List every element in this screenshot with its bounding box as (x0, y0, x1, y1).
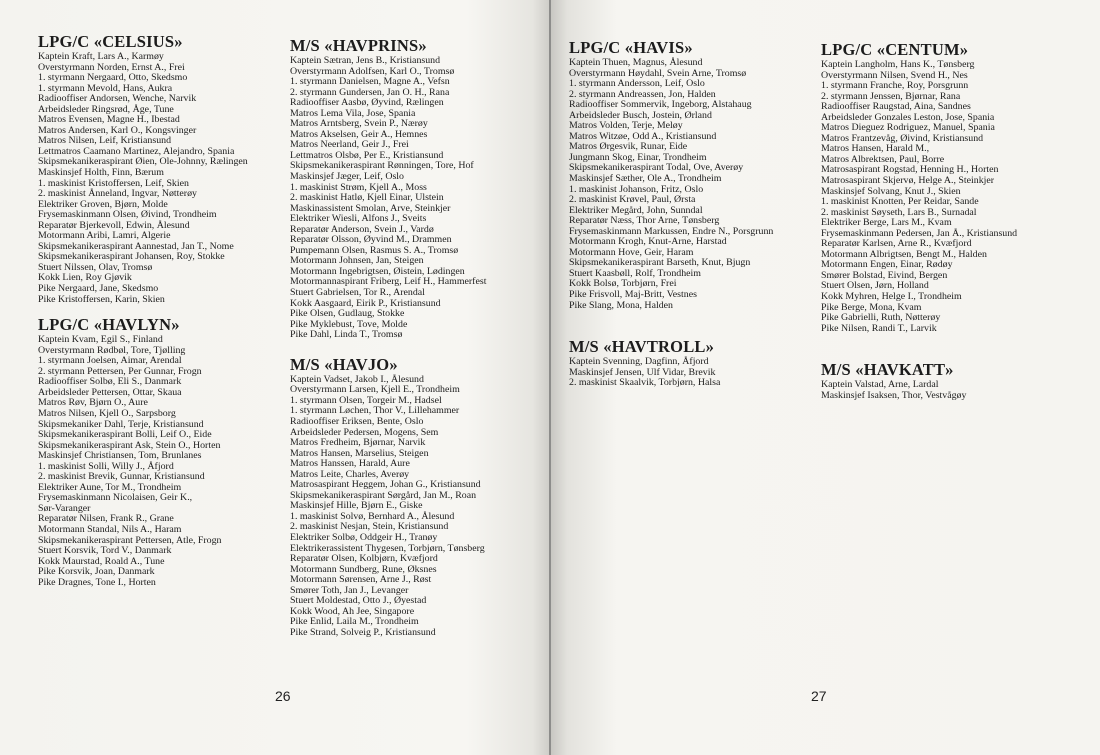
crew-list (290, 56, 540, 341)
crew-entry: Matros Witzøe, Odd A., Kristiansund (569, 130, 717, 142)
ship-title: M/S «HAVKATT» (821, 360, 954, 380)
crew-entry: Motormann Hove, Geir, Haram (569, 246, 694, 258)
crew-entry: Kaptein Kvam, Egil S., Finland (38, 334, 163, 346)
crew-entry: Kaptein Valstad, Arne, Lardal (821, 379, 939, 391)
crew-entry: Frysemaskinmann Markussen, Endre N., Porsgrunn (569, 225, 774, 237)
crew-entry: Kaptein Thuen, Magnus, Ålesund (569, 57, 703, 68)
ship-title: M/S «HAVTROLL» (569, 337, 715, 357)
crew-entry: Reparatør Olsson, Øyvind M., Drammen (290, 234, 452, 246)
left-page-column-1 (38, 32, 283, 596)
crew-entry: Pike Olsen, Gudlaug, Stokke (290, 308, 405, 320)
crew-entry: Arbeidsleder Gonzales Leston, Jose, Spania (821, 111, 995, 123)
ship-section-havjo (290, 355, 540, 639)
crew-entry: Maskinsjef Jensen, Ulf Vidar, Brevik (569, 366, 716, 378)
crew-entry: 2. styrmann Gundersen, Jan O. H., Rana (290, 86, 450, 98)
crew-entry: Skipsmekanikeraspirant Pettersen, Atle, Frogn (38, 534, 222, 546)
crew-entry: Reparatør Bjerkevoll, Edwin, Ålesund (38, 219, 190, 231)
crew-entry: Pumpemann Olsen, Rasmus S. A., Tromsø (290, 244, 459, 256)
crew-entry: 1. styrmann Mevold, Hans, Aukra (38, 82, 173, 94)
crew-entry: Smører Toth, Jan J., Levanger (290, 584, 409, 596)
crew-entry: Frysemaskinmann Nicolaisen, Geir K., (38, 492, 193, 504)
crew-entry: Maskinsjef Jæger, Leif, Oslo (290, 171, 404, 183)
crew-list (821, 380, 1076, 401)
crew-entry: Pike Myklebust, Tove, Molde (290, 318, 408, 330)
crew-entry: Matros Andersen, Karl O., Kongsvinger (38, 124, 197, 136)
crew-entry: Kaptein Svenning, Dagfinn, Åfjord (569, 356, 709, 368)
crew-list (569, 357, 819, 389)
crew-entry: 1. maskinist Strøm, Kjell A., Moss (290, 181, 427, 193)
crew-entry: Pike Enlid, Laila M., Trondheim (290, 616, 419, 628)
crew-entry: Matros Albrektsen, Paul, Borre (821, 153, 945, 165)
crew-entry: Kaptein Vadset, Jakob I., Ålesund (290, 373, 424, 385)
crew-entry: Motormann Sundberg, Rune, Øksnes (290, 563, 437, 575)
crew-entry: 1. maskinist Johanson, Fritz, Oslo (569, 183, 704, 195)
crew-entry: Sør-Varanger (38, 502, 91, 514)
crew-entry: Frysemaskinmann Pedersen, Jan Å., Kristiansund (821, 227, 1018, 239)
crew-list (38, 52, 283, 305)
page-number: 27 (811, 688, 827, 704)
crew-entry: Reparatør Næss, Thor Arne, Tønsberg (569, 215, 720, 227)
crew-entry: 2. maskinist Skaalvik, Torbjørn, Halsa (569, 377, 721, 389)
crew-entry: 1. maskinist Solli, Willy J., Åfjord (38, 460, 174, 472)
crew-entry: Overstyrmann Norden, Ernst A., Frei (38, 61, 185, 73)
right-page (551, 0, 1100, 755)
crew-entry: Matrosaspirant Rogstad, Henning H., Horten (821, 164, 999, 176)
crew-entry: Skipsmekanikeraspirant Sørgård, Jan M., Roan (290, 489, 477, 501)
left-page-column-2 (290, 36, 540, 646)
crew-entry: Stuert Gabrielsen, Tor R., Arendal (290, 287, 425, 299)
crew-entry: Maskinsjef Sæther, Ole A., Trondheim (569, 173, 722, 185)
crew-entry: 2. styrmann Pettersen, Per Gunnar, Frogn (38, 365, 202, 377)
page-number: 26 (275, 688, 291, 704)
crew-entry: 2. maskinist Brevik, Gunnar, Kristiansund (38, 471, 205, 483)
crew-entry: Matrosaspirant Skjervø, Helge A., Steinkjer (821, 175, 995, 187)
crew-entry: Frysemaskinmann Olsen, Øivind, Trondheim (38, 209, 217, 221)
crew-entry: Motormann Sørensen, Arne J., Røst (290, 574, 432, 586)
left-page (0, 0, 549, 755)
crew-list (38, 335, 283, 588)
crew-entry: 1. styrmann Andersson, Leif, Oslo (569, 78, 705, 90)
crew-entry: 2. maskinist Nesjan, Stein, Kristiansund (290, 521, 449, 533)
crew-entry: Matros Evensen, Magne H., Ibestad (38, 114, 180, 126)
crew-entry: Matros Leite, Charles, Averøy (290, 468, 410, 480)
crew-entry: Skipsmekaniker Dahl, Terje, Kristiansund (38, 418, 204, 430)
crew-entry: Matros Fredheim, Bjørnar, Narvik (290, 437, 426, 449)
crew-entry: Matros Nilsen, Leif, Kristiansund (38, 135, 172, 147)
ship-section-celsius (38, 32, 283, 305)
crew-entry: 1. styrmann Løchen, Thor V., Lillehammer (290, 405, 460, 417)
crew-entry: Radiooffiser Raugstad, Aina, Sandnes (821, 101, 971, 113)
crew-entry: Maskinsjef Holth, Finn, Bærum (38, 167, 164, 179)
crew-entry: Maskinassistent Smolan, Arve, Steinkjer (290, 202, 451, 214)
crew-entry: 1. styrmann Franche, Roy, Porsgrunn (821, 80, 969, 92)
crew-entry: Matros Arntsberg, Svein P., Nærøy (290, 118, 428, 130)
right-page-column-1 (569, 38, 819, 397)
right-page-column-2 (821, 40, 1076, 409)
crew-entry: Reparatør Nilsen, Frank R., Grane (38, 513, 174, 525)
crew-entry: Maskinsjef Christiansen, Tom, Brunlanes (38, 450, 202, 462)
crew-entry: Lettmatros Olsbø, Per E., Kristiansund (290, 149, 444, 161)
crew-entry: 1. styrmann Joelsen, Aimar, Arendal (38, 355, 182, 367)
crew-entry: Matros Ørgesvik, Runar, Eide (569, 141, 688, 153)
crew-entry: 1. styrmann Nergaard, Otto, Skedsmo (38, 72, 188, 84)
crew-entry: Kaptein Kraft, Lars A., Karmøy (38, 51, 164, 62)
crew-entry: Pike Frisvoll, Maj-Britt, Vestnes (569, 289, 697, 301)
crew-entry: Skipsmekanikeraspirant Bolli, Leif O., Eide (38, 429, 212, 441)
crew-entry: 2. styrmann Jenssen, Bjørnar, Rana (821, 90, 961, 102)
crew-entry: 1. maskinist Solvø, Bernhard A., Ålesund (290, 510, 455, 522)
crew-entry: Pike Kristoffersen, Karin, Skien (38, 293, 165, 305)
crew-entry: 1. styrmann Danielsen, Magne A., Vefsn (290, 76, 450, 88)
ship-title: LPG/C «HAVLYN» (38, 315, 180, 335)
crew-entry: Motormann Engen, Einar, Rødøy (821, 259, 953, 271)
crew-entry: Kokk Aasgaard, Eirik P., Kristiansund (290, 297, 441, 309)
crew-entry: Stuert Kaasbøll, Rolf, Trondheim (569, 267, 701, 279)
crew-entry: Arbeidsleder Busch, Jostein, Ørland (569, 109, 712, 121)
ship-title: LPG/C «CELSIUS» (38, 32, 183, 51)
crew-entry: Pike Gabrielli, Ruth, Nøtterøy (821, 312, 941, 324)
crew-entry: Matros Nilsen, Kjell O., Sarpsborg (38, 407, 176, 419)
crew-entry: Stuert Korsvik, Tord V., Danmark (38, 545, 172, 557)
crew-entry: Radiooffiser Eriksen, Bente, Oslo (290, 415, 424, 427)
crew-entry: Elektriker Solbø, Oddgeir H., Tranøy (290, 531, 438, 543)
ship-section-centum (821, 40, 1076, 334)
crew-list (290, 375, 540, 639)
crew-entry: Kokk Bolsø, Torbjørn, Frei (569, 278, 677, 290)
crew-entry: Overstyrmann Høydahl, Svein Arne, Tromsø (569, 67, 747, 79)
crew-entry: Skipsmekanikeraspirant Barseth, Knut, Bjugn (569, 257, 751, 269)
ship-section-havis (569, 38, 819, 311)
crew-entry: Maskinsjef Solvang, Knut J., Skien (821, 185, 961, 197)
crew-entry: 2. styrmann Andreassen, Jon, Halden (569, 88, 716, 100)
crew-entry: 1. styrmann Olsen, Torgeir M., Hadsel (290, 394, 442, 406)
crew-entry: Reparatør Anderson, Svein J., Vardø (290, 223, 434, 235)
crew-entry: Kokk Wood, Ah Jee, Singapore (290, 605, 415, 617)
crew-entry: Matros Volden, Terje, Meløy (569, 120, 683, 132)
crew-entry: Radiooffiser Andorsen, Wenche, Narvik (38, 93, 197, 105)
crew-list (821, 60, 1076, 334)
crew-entry: Motormannaspirant Friberg, Leif H., Hammerfest (290, 276, 487, 288)
crew-entry: Skipsmekanikeraspirant Rønningen, Tore, Hof (290, 160, 474, 172)
crew-entry: Matros Dieguez Rodriguez, Manuel, Spania (821, 122, 995, 134)
crew-entry: Reparatør Karlsen, Arne R., Kvæfjord (821, 238, 972, 250)
crew-list (569, 58, 819, 311)
crew-entry: Matros Hansen, Harald M., (821, 143, 930, 155)
crew-entry: Overstyrmann Rødbøl, Tore, Tjølling (38, 344, 186, 356)
crew-entry: 2. maskinist Krøvel, Paul, Ørsta (569, 194, 696, 206)
crew-entry: Pike Dragnes, Tone I., Horten (38, 576, 156, 588)
ship-section-havlyn (38, 315, 283, 588)
crew-entry: Reparatør Olsen, Kolbjørn, Kvæfjord (290, 553, 438, 565)
crew-entry: Maskinsjef Hille, Bjørn E., Giske (290, 500, 423, 512)
crew-entry: Elektriker Aune, Tor M., Trondheim (38, 481, 182, 493)
crew-entry: Pike Dahl, Linda T., Tromsø (290, 329, 403, 341)
crew-entry: Arbeidsleder Pettersen, Ottar, Skaua (38, 386, 182, 398)
crew-entry: Pike Nergaard, Jane, Skedsmo (38, 283, 159, 295)
crew-entry: Maskinsjef Isaksen, Thor, Vestvågøy (821, 389, 967, 401)
ship-section-havkatt (821, 360, 1076, 401)
crew-entry: Radiooffiser Aasbø, Øyvind, Rælingen (290, 97, 444, 109)
crew-entry: Matros Hanssen, Harald, Aure (290, 458, 410, 470)
crew-entry: 1. maskinist Kristoffersen, Leif, Skien (38, 177, 189, 189)
ship-section-havprins (290, 36, 540, 341)
crew-entry: Kokk Lien, Roy Gjøvik (38, 272, 132, 284)
crew-entry: Pike Korsvik, Joan, Danmark (38, 566, 155, 578)
crew-entry: Stuert Moldestad, Otto J., Øyestad (290, 595, 427, 607)
crew-entry: Matros Akselsen, Geir A., Hemnes (290, 128, 428, 140)
crew-entry: Matros Frantzevåg, Øivind, Kristiansund (821, 132, 984, 144)
crew-entry: Matrosaspirant Heggem, Johan G., Kristiansund (290, 479, 481, 491)
crew-entry: Motormann Standal, Nils A., Haram (38, 523, 182, 535)
crew-entry: Motormann Johnsen, Jan, Steigen (290, 255, 424, 267)
crew-entry: Skipsmekanikeraspirant Ask, Stein O., Horten (38, 439, 221, 451)
crew-entry: Stuert Olsen, Jørn, Holland (821, 280, 929, 292)
crew-entry: 2. maskinist Søyseth, Lars B., Surnadal (821, 206, 977, 218)
crew-entry: Elektriker Groven, Bjørn, Molde (38, 198, 168, 210)
crew-entry: Stuert Nilssen, Olav, Tromsø (38, 261, 153, 273)
crew-entry: Kaptein Sætran, Jens B., Kristiansund (290, 55, 441, 66)
crew-entry: Matros Lema Vila, Jose, Spania (290, 107, 416, 119)
crew-entry: Elektriker Megård, John, Sunndal (569, 204, 703, 216)
crew-entry: Skipsmekanikeraspirant Johansen, Roy, Stokke (38, 251, 225, 263)
ship-section-havtroll (569, 337, 819, 389)
crew-entry: Motormann Krogh, Knut-Arne, Harstad (569, 236, 727, 248)
crew-entry: Radiooffiser Sommervik, Ingeborg, Alstahaug (569, 99, 752, 111)
crew-entry: Kokk Myhren, Helge I., Trondheim (821, 291, 962, 303)
crew-entry: Matros Hansen, Marselius, Steigen (290, 447, 429, 459)
crew-entry: Jungmann Skog, Einar, Trondheim (569, 151, 707, 163)
crew-entry: Kaptein Langholm, Hans K., Tønsberg (821, 59, 975, 70)
crew-entry: Skipsmekanikeraspirant Øien, Ole-Johnny, Rælingen (38, 156, 248, 168)
crew-entry: Matros Røv, Bjørn O., Aure (38, 397, 148, 409)
crew-entry: Elektriker Berge, Lars M., Kvam (821, 217, 952, 229)
ship-title: LPG/C «HAVIS» (569, 38, 693, 57)
crew-entry: 1. maskinist Knotten, Per Reidar, Sande (821, 196, 979, 208)
crew-entry: Pike Berge, Mona, Kvam (821, 301, 922, 313)
crew-entry: Arbeidsleder Pedersen, Mogens, Sem (290, 426, 439, 438)
crew-entry: Elektriker Wiesli, Alfons J., Sveits (290, 213, 427, 225)
crew-entry: Motormann Albrigtsen, Bengt M., Halden (821, 248, 987, 260)
crew-entry: 2. maskinist Hatlø, Kjell Einar, Ulstein (290, 192, 444, 204)
crew-entry: Motormann Aribi, Lamri, Algerie (38, 230, 171, 242)
crew-entry: Pike Nilsen, Randi T., Larvik (821, 322, 937, 334)
crew-entry: Overstyrmann Nilsen, Svend H., Nes (821, 69, 968, 81)
crew-entry: Matros Neerland, Geir J., Frei (290, 139, 409, 151)
crew-entry: Skipsmekanikeraspirant Todal, Ove, Averøy (569, 162, 744, 174)
crew-entry: Kokk Maurstad, Roald A., Tune (38, 555, 165, 567)
crew-entry: Pike Strand, Solveig P., Kristiansund (290, 626, 436, 638)
crew-entry: Skipsmekanikeraspirant Aannestad, Jan T., Nome (38, 240, 234, 252)
crew-entry: Arbeidsleder Ringsrød, Åge, Tune (38, 103, 174, 115)
crew-entry: Radiooffiser Solbø, Eli S., Danmark (38, 376, 182, 388)
crew-entry: Motormann Ingebrigtsen, Øistein, Lødingen (290, 265, 465, 277)
crew-entry: Lettmatros Caamano Martinez, Alejandro, Spania (38, 145, 235, 157)
crew-entry: Overstyrmann Larsen, Kjell E., Trondheim (290, 384, 460, 396)
ship-title: M/S «HAVPRINS» (290, 36, 427, 55)
crew-entry: Pike Slang, Mona, Halden (569, 299, 673, 311)
crew-entry: Elektrikerassistent Thygesen, Torbjørn, Tønsberg (290, 542, 485, 554)
ship-title: M/S «HAVJO» (290, 354, 398, 374)
crew-entry: 2. maskinist Ånneland, Ingvar, Nøtterøy (38, 188, 197, 200)
crew-entry: Overstyrmann Adolfsen, Karl O., Tromsø (290, 65, 455, 77)
ship-title: LPG/C «CENTUM» (821, 40, 969, 59)
crew-entry: Smører Bolstad, Eivind, Bergen (821, 269, 948, 281)
